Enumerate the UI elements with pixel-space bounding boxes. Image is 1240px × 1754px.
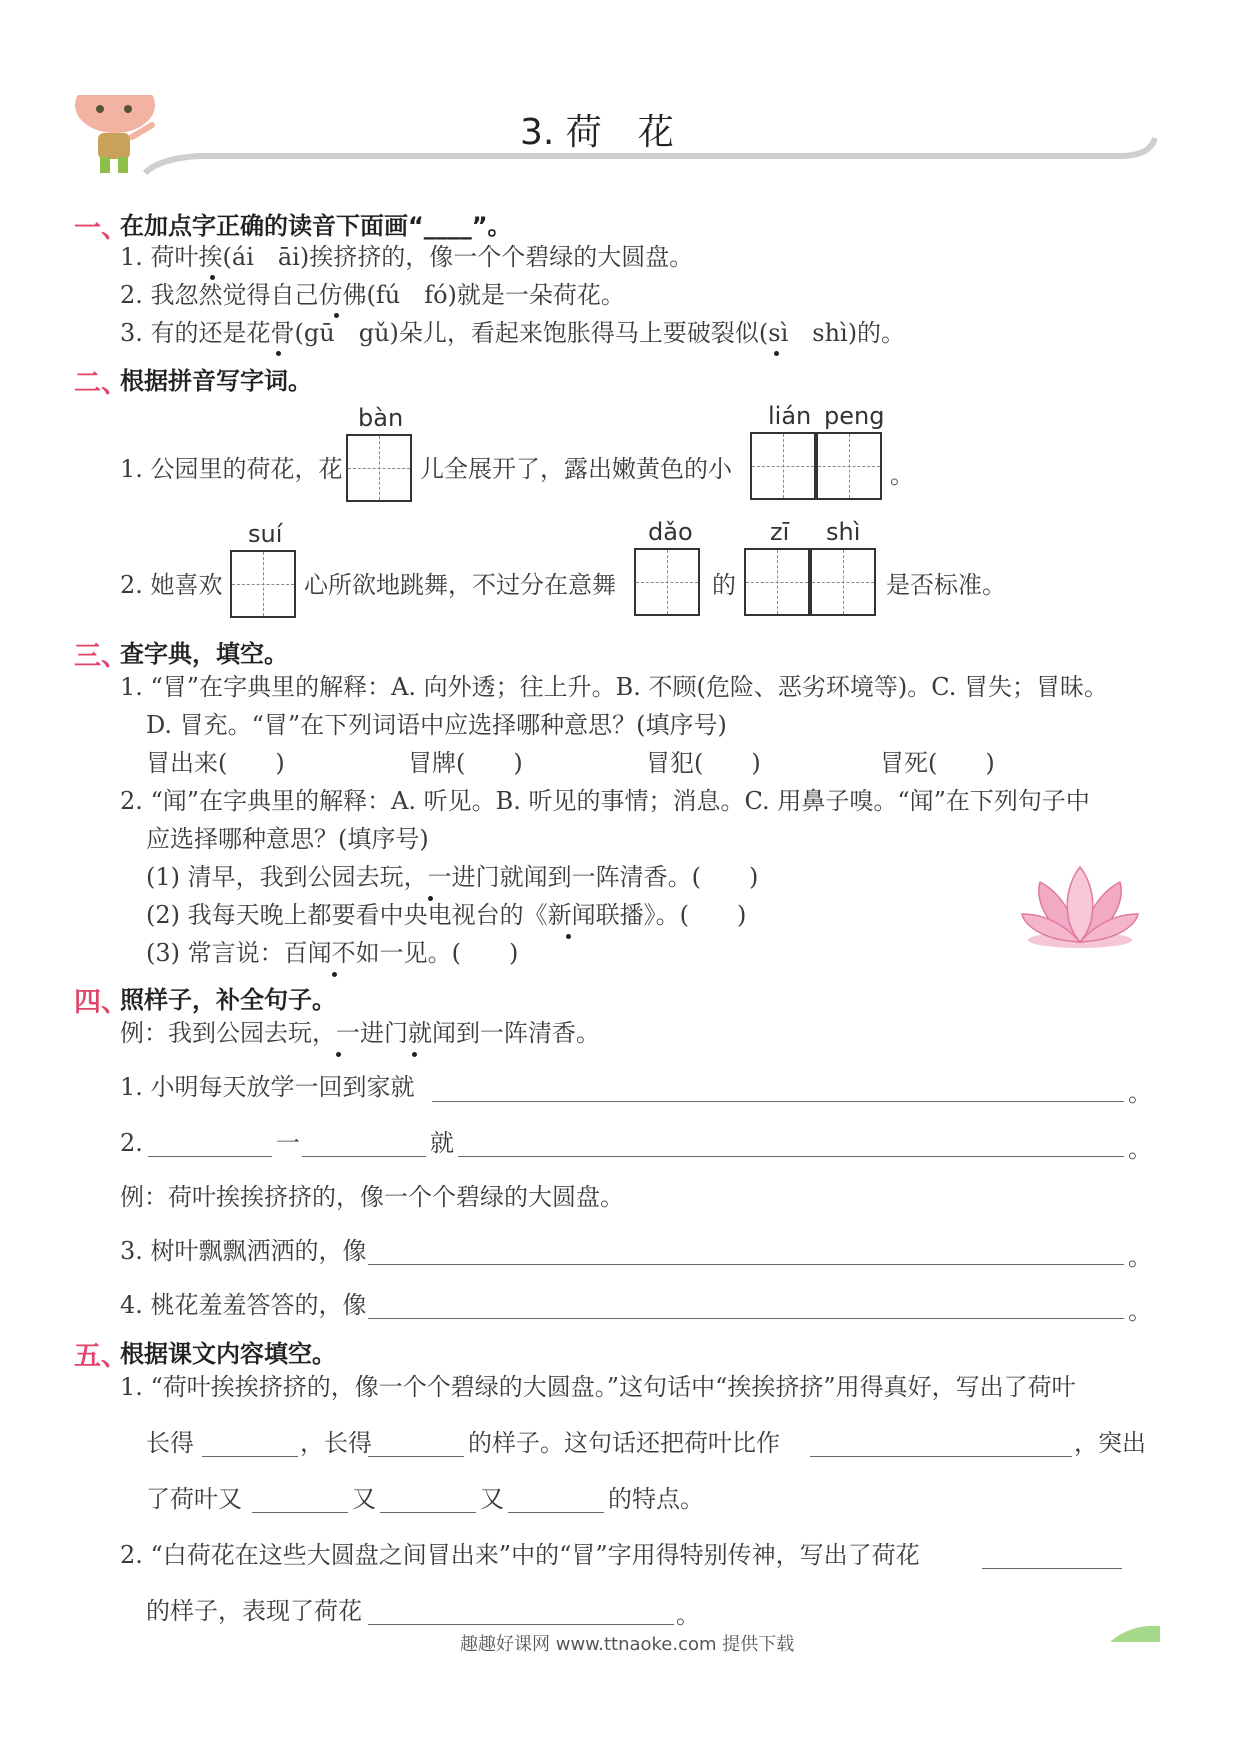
answer-box[interactable] [346, 434, 412, 502]
answer-box[interactable] [750, 432, 816, 500]
answer-line[interactable] [368, 1456, 464, 1457]
s2-q2-text: 2. 她喜欢 [120, 571, 223, 599]
answer-line[interactable] [368, 1264, 1124, 1265]
s5-l5b: 。 [676, 1601, 700, 1629]
answer-box[interactable] [816, 432, 882, 500]
answer-line[interactable] [458, 1156, 1124, 1157]
emphasis-dot [428, 896, 433, 901]
corner-decoration [1110, 1622, 1160, 1642]
answer-line[interactable] [508, 1512, 604, 1513]
section-1-number: 一、 [74, 213, 128, 244]
s5-line-4: 2. “白荷花在这些大圆盘之间冒出来”中的“冒”字用得特别传神，写出了荷花 [120, 1541, 920, 1569]
answer-box[interactable] [230, 550, 296, 618]
s5-line-1: 1. “荷叶挨挨挤挤的，像一个个碧绿的大圆盘。”这句话中“挨挨挤挤”用得真好，写出了荷叶 [120, 1373, 1076, 1401]
page-title: 3. 荷 花 [520, 112, 674, 153]
s2-q2-end: 是否标准。 [886, 571, 1006, 599]
s3-word-2: 冒牌( ) [408, 749, 523, 777]
pinyin-dao: dǎo [648, 518, 693, 546]
answer-line[interactable] [982, 1568, 1122, 1569]
sentence-end: 。 [1128, 1135, 1152, 1163]
s5-l2b: ，长得 [300, 1429, 372, 1457]
answer-line[interactable] [810, 1456, 1072, 1457]
section-3-title: 查字典，填空。 [120, 640, 288, 668]
answer-line[interactable] [380, 1512, 476, 1513]
s1-item-2: 2. 我忽然觉得自己仿佛(fú fó)就是一朵荷花。 [120, 281, 625, 309]
s4-q1: 1. 小明每天放学一回到家就 [120, 1073, 415, 1101]
sentence-end: 。 [1128, 1243, 1152, 1271]
s3-line-5: (1) 清早，我到公园去玩，一进门就闻到一阵清香。( ) [146, 863, 759, 891]
pinyin-zi: zī [770, 518, 790, 546]
answer-line[interactable] [368, 1624, 674, 1625]
section-2-title: 根据拼音写字词。 [120, 367, 312, 395]
s1-item-3: 3. 有的还是花骨(gū gǔ)朵儿，看起来饱胀得马上要破裂似(sì shì)的。 [120, 319, 906, 347]
footer-watermark: 趣趣好课网 www.ttnaoke.com 提供下载 [460, 1634, 795, 1655]
lotus-flower-icon [1020, 862, 1140, 952]
s3-line-7: (3) 常言说：百闻不如一见。( ) [146, 939, 519, 967]
s3-line-2: D. 冒充。“冒”在下列词语中应选择哪种意思？(填序号) [146, 711, 727, 739]
section-5-number: 五、 [74, 1341, 128, 1372]
pinyin-sui: suí [248, 520, 283, 548]
answer-line[interactable] [148, 1156, 272, 1157]
s5-l2a: 长得 [146, 1429, 194, 1457]
answer-line[interactable] [302, 1156, 426, 1157]
s1-item-1: 1. 荷叶挨(ái āi)挨挤挤的，像一个个碧绿的大圆盘。 [120, 243, 694, 271]
emphasis-dot [210, 275, 215, 280]
answer-box[interactable] [634, 548, 700, 616]
answer-line[interactable] [432, 1101, 1124, 1102]
emphasis-dot [334, 313, 339, 318]
s2-q1-text: 1. 公园里的荷花，花 [120, 455, 343, 483]
section-3-number: 三、 [74, 641, 128, 672]
s5-l3a: 了荷叶又 [146, 1485, 242, 1513]
s4-q2-jiu: 就 [430, 1129, 454, 1157]
emphasis-dot [276, 351, 281, 356]
s5-l3c: 又 [480, 1485, 504, 1513]
s3-word-1: 冒出来( ) [146, 749, 285, 777]
s4-q2-yi: 一 [276, 1129, 300, 1157]
s3-line-6: (2) 我每天晚上都要看中央电视台的《新闻联播》。( ) [146, 901, 747, 929]
pinyin-shi: shì [826, 518, 861, 546]
s3-line-4: 应选择哪种意思？(填序号) [146, 825, 429, 853]
s3-line-3: 2. “闻”在字典里的解释：A. 听见。B. 听见的事情；消息。C. 用鼻子嗅。“闻”在下列句子中 [120, 787, 1090, 815]
s5-l5a: 的样子，表现了荷花 [146, 1597, 362, 1625]
s5-l3d: 的特点。 [608, 1485, 704, 1513]
section-2-number: 二、 [74, 368, 128, 399]
s2-q2-middle: 心所欲地跳舞，不过分在意舞 [304, 571, 616, 599]
emphasis-dot [332, 972, 337, 977]
pinyin-ban: bàn [358, 404, 404, 432]
emphasis-dot [566, 934, 571, 939]
emphasis-dot [774, 351, 779, 356]
s4-q2-num: 2. [120, 1129, 143, 1157]
pinyin-peng: peng [824, 402, 885, 430]
answer-box[interactable] [810, 548, 876, 616]
emphasis-dot [412, 1052, 417, 1057]
answer-box[interactable] [744, 548, 810, 616]
emphasis-dot [336, 1052, 341, 1057]
s4-q4: 4. 桃花羞羞答答的，像 [120, 1291, 367, 1319]
answer-line[interactable] [252, 1512, 348, 1513]
section-4-number: 四、 [74, 987, 128, 1018]
s3-line-1: 1. “冒”在字典里的解释：A. 向外透；往上升。B. 不顾(危险、恶劣环境等)。C. 冒失；冒昧。 [120, 673, 1109, 701]
sentence-end: 。 [1128, 1297, 1152, 1325]
s5-l2c: 的样子。这句话还把荷叶比作 [468, 1429, 780, 1457]
s5-l3b: 又 [352, 1485, 376, 1513]
s4-example-2: 例：荷叶挨挨挤挤的，像一个个碧绿的大圆盘。 [120, 1183, 624, 1211]
s3-word-4: 冒死( ) [880, 749, 995, 777]
section-4-title: 照样子，补全句子。 [120, 986, 336, 1014]
s4-example-1: 例：我到公园去玩，一进门就闻到一阵清香。 [120, 1019, 600, 1047]
sentence-end: 。 [1128, 1079, 1152, 1107]
s4-q3: 3. 树叶飘飘洒洒的，像 [120, 1237, 367, 1265]
s2-q2-de: 的 [712, 571, 736, 599]
answer-line[interactable] [202, 1456, 298, 1457]
s3-word-3: 冒犯( ) [646, 749, 761, 777]
section-1-title: 在加点字正确的读音下面画“____”。 [120, 212, 512, 240]
pinyin-lian: lián [768, 402, 812, 430]
s5-l2d: ，突出 [1074, 1429, 1146, 1457]
s2-q1-end: 。 [890, 461, 914, 489]
s2-q1-middle: 儿全展开了，露出嫩黄色的小 [420, 455, 732, 483]
answer-line[interactable] [368, 1318, 1124, 1319]
section-5-title: 根据课文内容填空。 [120, 1340, 336, 1368]
